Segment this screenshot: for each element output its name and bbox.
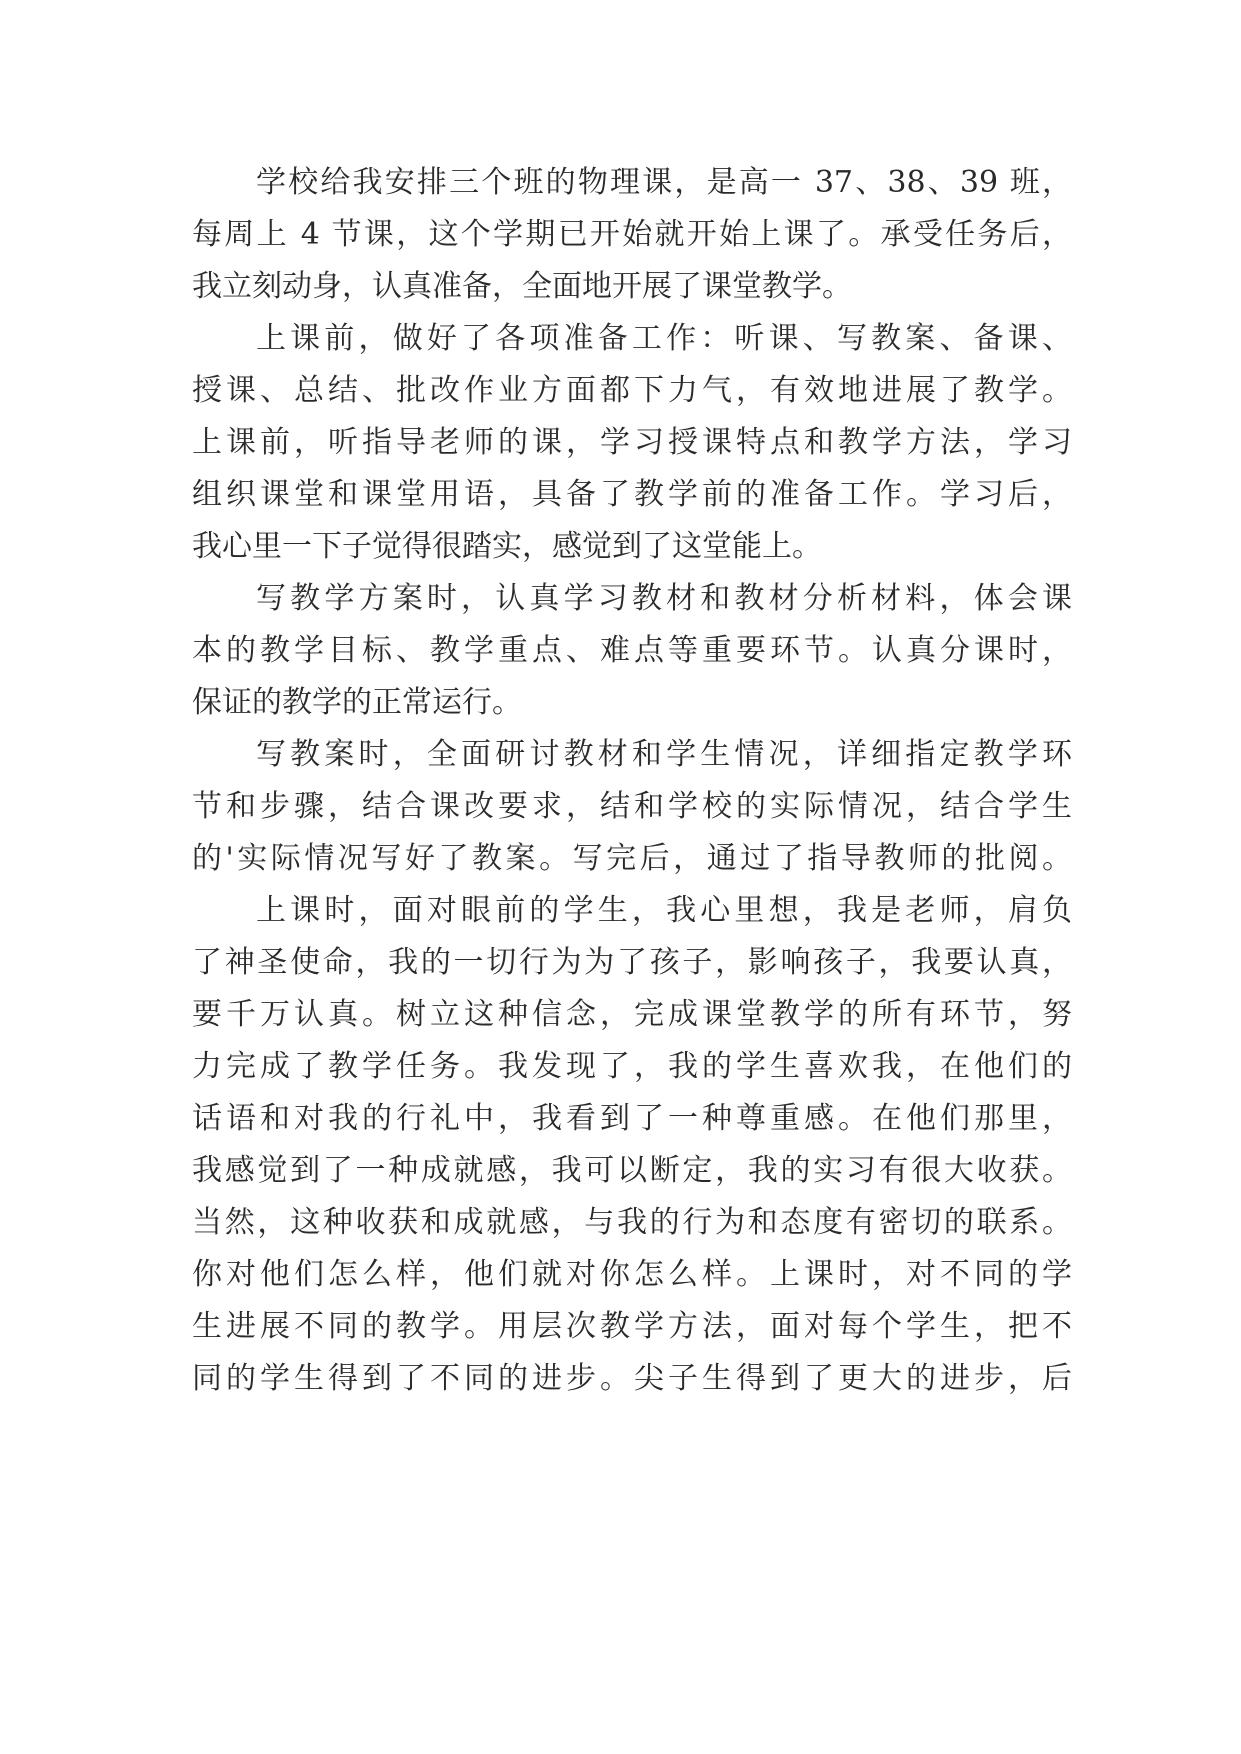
- text-line: 节和步骤，结合课改要求，结和学校的实际情况，结合学生: [192, 789, 1072, 824]
- text-line: 上课前，做好了各项准备工作：听课、写教案、备课、: [256, 321, 1072, 356]
- text-line: 你对他们怎么样，他们就对你怎么样。上课时，对不同的学: [192, 1257, 1072, 1292]
- text-line: 了神圣使命，我的一切行为为了孩子，影响孩子，我要认真，: [192, 945, 1072, 980]
- text-line: 写教学方案时，认真学习教材和教材分析材料，体会课: [256, 581, 1072, 616]
- text-line: 我立刻动身，认真准备，全面地开展了课堂教学。: [192, 269, 852, 304]
- text-line: 我感觉到了一种成就感，我可以断定，我的实习有很大收获。: [192, 1153, 1072, 1188]
- text-line: 的'实际情况写好了教案。写完后，通过了指导教师的批阅。: [192, 841, 1072, 876]
- text-line: 上课前，听指导老师的课，学习授课特点和教学方法，学习: [192, 425, 1072, 460]
- text-line: 保证的教学的正常运行。: [192, 685, 522, 720]
- text-line: 我心里一下子觉得很踏实，感觉到了这堂能上。: [192, 529, 822, 564]
- text-line: 力完成了教学任务。我发现了，我的学生喜欢我，在他们的: [192, 1049, 1072, 1084]
- text-line: 话语和对我的行礼中，我看到了一种尊重感。在他们那里，: [192, 1101, 1072, 1136]
- text-line: 学校给我安排三个班的物理课，是高一 37、38、39 班，: [256, 165, 1072, 200]
- text-line: 每周上 4 节课，这个学期已开始就开始上课了。承受任务后，: [192, 217, 1072, 252]
- text-line: 生进展不同的教学。用层次教学方法，面对每个学生，把不: [192, 1309, 1072, 1344]
- text-line: 当然，这种收获和成就感，与我的行为和态度有密切的联系。: [192, 1205, 1072, 1240]
- text-line: 同的学生得到了不同的进步。尖子生得到了更大的进步，后: [192, 1361, 1072, 1396]
- text-line: 组织课堂和课堂用语，具备了教学前的准备工作。学习后，: [192, 477, 1072, 512]
- text-line: 写教案时，全面研讨教材和学生情况，详细指定教学环: [256, 737, 1072, 772]
- text-line: 本的教学目标、教学重点、难点等重要环节。认真分课时，: [192, 633, 1072, 668]
- text-line: 要千万认真。树立这种信念，完成课堂教学的所有环节，努: [192, 997, 1072, 1032]
- text-line: 上课时，面对眼前的学生，我心里想，我是老师，肩负: [256, 893, 1072, 928]
- text-line: 授课、总结、批改作业方面都下力气，有效地进展了教学。: [192, 373, 1072, 408]
